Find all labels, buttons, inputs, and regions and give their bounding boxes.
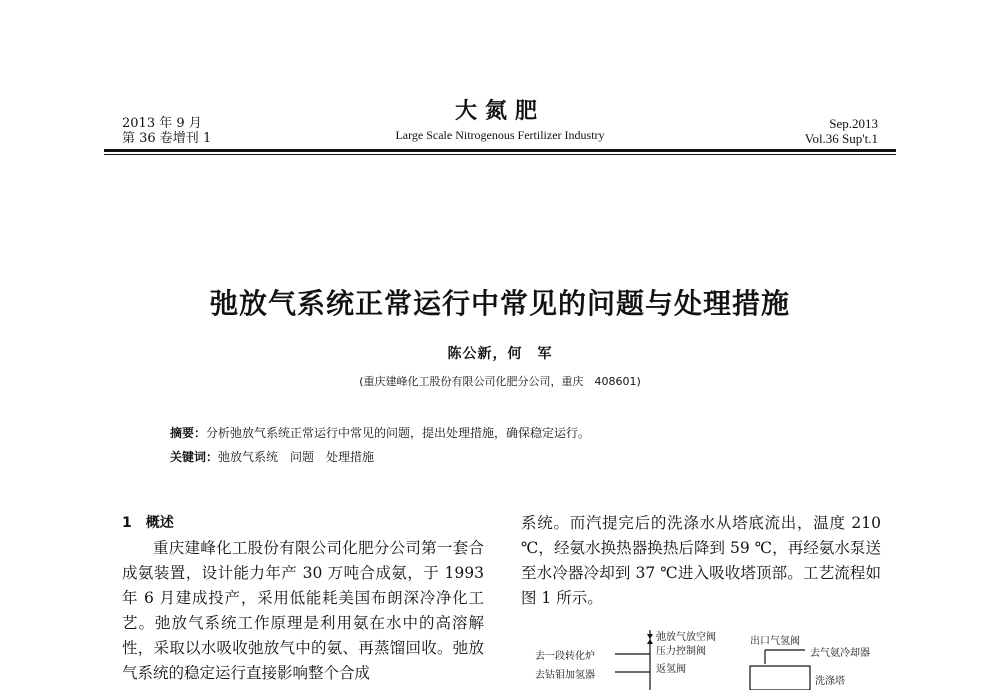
journal-logo: 大氮肥 [454,98,545,124]
keywords-text: 弛放气系统 问题 处理措施 [218,450,375,464]
label-vent-valve: 弛放气放空阀 [656,632,716,643]
section-heading: 1 概述 [122,515,174,531]
label-to-cooler: 去气氨冷却器 [810,648,870,659]
abstract [170,424,590,441]
abstract-text: 分析弛放气系统正常运行中常见的问题，提出处理措施，确保稳定运行。 [206,426,591,440]
keywords [170,448,374,465]
label-to-reformer: 去一段转化炉 [535,651,595,662]
label-pressure-valve: 压力控制阀 [656,646,706,657]
body-column-left [122,511,484,686]
journal-subtitle: Large Scale Nitrogenous Fertilizer Industry [395,128,605,142]
issue-volume: 第 36 卷增刊 1 [122,131,212,146]
body-column-right [521,511,881,611]
abstract-label: 摘要： [170,426,207,440]
journal-header-center [360,100,640,142]
header-rule-thick [104,149,896,152]
journal-header-left [122,116,211,146]
article-authors: 陈公新，何 军 [447,346,553,362]
journal-header-right [805,116,878,146]
article-affiliation: (重庆建峰化工股份有限公司化肥分公司，重庆 408601) [359,375,641,388]
issue-date: 2013 年 9 月 [122,116,202,131]
label-to-hydrogenator: 去钴钼加氢器 [535,670,595,681]
header-rule-thin [104,154,896,155]
keywords-label: 关键词： [170,450,219,464]
body-paragraph-left: 重庆建峰化工股份有限公司化肥分公司第一套合成氨装置，设计能力年产 30 万吨合成氨，于 1993 年 6 月建成投产，采用低能耗美国布朗深冷净化工艺。弛放气系统工作原理是利用氨在水中的高溶解性，采取以水吸收弛放气中的氨、再蒸馏回收。弛放气系统的稳定运行直接影响整个合成 [122,539,484,682]
article-title: 弛放气系统正常运行中常见的问题与处理措施 [209,287,790,320]
process-flow-figure [525,630,905,690]
label-tower: 洗涤塔 [815,676,845,687]
label-outlet-valve: 出口气氢阀 [750,636,800,647]
body-paragraph-right: 系统。而汽提完后的洗涤水从塔底流出，温度 210 ℃，经氨水换热器换热后降到 59 ℃，再经氨水泵送至水冷器冷却到 37 ℃进入吸收塔顶部。工艺流程如图 1 所示。 [521,514,881,607]
issue-volume-en: Vol.36 Sup't.1 [804,131,878,146]
label-return-valve: 返氢阀 [656,664,686,675]
issue-date-en: Sep.2013 [829,116,878,131]
